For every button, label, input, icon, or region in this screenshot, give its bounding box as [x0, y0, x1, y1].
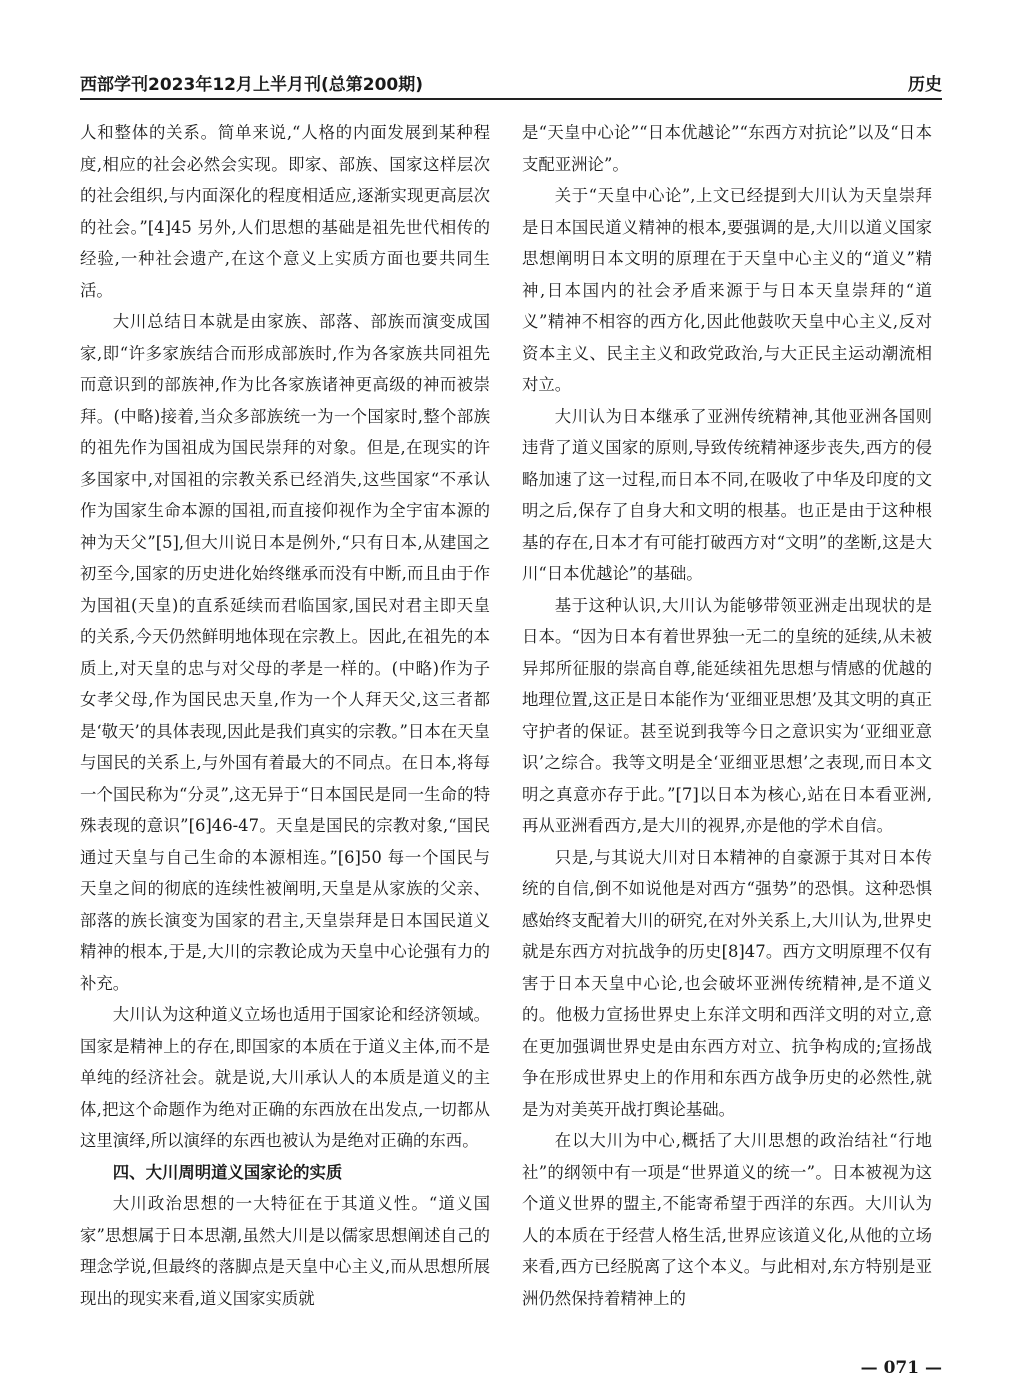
journal-title: 西部学刊2023年12月上半月刊(总第200期): [80, 75, 423, 95]
paragraph: 关于“天皇中心论”,上文已经提到大川认为天皇崇拜是日本国民道义精神的根本,要强调的是,大川以道义国家思想阐明日本文明的原理在于天皇中心主义的“道义”精神,日本国内的社会矛盾来源于与日本天皇崇拜的“道义”精神不相容的西方化,因此他鼓吹天皇中心主义,反对资本主义、民主主义和政党政治,与大正民主运动潮流相对立。: [522, 186, 932, 394]
section-label: 历史: [908, 75, 942, 95]
running-header: [80, 70, 942, 96]
right-column: [522, 117, 932, 1314]
header-rule: [80, 98, 942, 100]
paragraph: 只是,与其说大川对日本精神的自豪源于其对日本传统的自信,倒不如说他是对西方“强势”的恐惧。这种恐惧感始终支配着大川的研究,在对外关系上,大川认为,世界史就是东西方对抗战争的历史[8]47。西方文明原理不仅有害于日本天皇中心论,也会破坏亚洲传统精神,是不道义的。他极力宣扬世界史上东洋文明和西洋文明的对立,意在更加强调世界史是由东西方对立、抗争构成的;宣扬战争在形成世界史上的作用和东西方战争历史的必然性,就是为对美英开战打舆论基础。: [522, 847, 932, 1119]
page-number: — 071 —: [860, 1358, 942, 1378]
section-heading: 四、大川周明道义国家论的实质: [112, 1162, 343, 1182]
paragraph: 大川政治思想的一大特征在于其道义性。“道义国家”思想属于日本思潮,虽然大川是以儒家思想阐述自己的理念学说,但最终的落脚点是天皇中心主义,而从思想所展现出的现实来看,道义国家实质就: [80, 1194, 490, 1308]
paragraph: 是“天皇中心论”“日本优越论”“东西方对抗论”以及“日本支配亚洲论”。: [522, 123, 932, 174]
paragraph: 基于这种认识,大川认为能够带领亚洲走出现状的是日本。“因为日本有着世界独一无二的皇统的延续,从未被异邦所征服的崇高自尊,能延续祖先思想与情感的优越的地理位置,这正是日本能作为‘亚细亚思想’及其文明的真正守护者的保证。甚至说到我等今日之意识实为‘亚细亚意识’之综合。我等文明是全‘亚细亚思想’之表现,而日本文明之真意亦存于此。”[7]以日本为核心,站在日本看亚洲,再从亚洲看西方,是大川的视界,亦是他的学术自信。: [522, 595, 932, 835]
left-column: [80, 117, 490, 1314]
paragraph: 人和整体的关系。简单来说,“人格的内面发展到某种程度,相应的社会必然会实现。即家、部族、国家这样层次的社会组织,与内面深化的程度相适应,逐渐实现更高层次的社会。”[4]45 另外,人们思想的基础是祖先世代相传的经验,一种社会遗产,在这个意义上实质方面也要共同生活。: [80, 123, 490, 300]
paragraph: 大川认为这种道义立场也适用于国家论和经济领域。国家是精神上的存在,即国家的本质在于道义主体,而不是单纯的经济社会。就是说,大川承认人的本质是道义的主体,把这个命题作为绝对正确的东西放在出发点,一切都从这里演绎,所以演绎的东西也被认为是绝对正确的东西。: [80, 1005, 490, 1150]
paragraph: 大川认为日本继承了亚洲传统精神,其他亚洲各国则违背了道义国家的原则,导致传统精神逐步丧失,西方的侵略加速了这一过程,而日本不同,在吸收了中华及印度的文明之后,保存了自身大和文明的根基。也正是由于这种根基的存在,日本才有可能打破西方对“文明”的垄断,这是大川“日本优越论”的基础。: [522, 406, 932, 583]
paragraph: 在以大川为中心,概括了大川思想的政治结社“行地社”的纲领中有一项是“世界道义的统一”。日本被视为这个道义世界的盟主,不能寄希望于西洋的东西。大川认为人的本质在于经营人格生活,世界应该道义化,从他的立场来看,西方已经脱离了这个本义。与此相对,东方特别是亚洲仍然保持着精神上的: [522, 1131, 932, 1308]
paragraph: 大川总结日本就是由家族、部落、部族而演变成国家,即“许多家族结合而形成部族时,作为各家族共同祖先而意识到的部族神,作为比各家族诸神更高级的神而被崇拜。(中略)接着,当众多部族统一为一个国家时,整个部族的祖先作为国祖成为国民崇拜的对象。但是,在现实的许多国家中,对国祖的宗教关系已经消失,这些国家“不承认作为国家生命本源的国祖,而直接仰视作为全宇宙本源的神为天父”[5],但大川说日本是例外,“只有日本,从建国之初至今,国家的历史进化始终继承而没有中断,而且由于作为国祖(天皇)的直系延续而君临国家,国民对君主即天皇的关系,今天仍然鲜明地体现在宗教上。因此,在祖先的本质上,对天皇的忠与对父母的孝是一样的。(中略)作为子女孝父母,作为国民忠天皇,作为一个人拜天父,这三者都是‘敬天’的具体表现,因此是我们真实的宗教。”日本在天皇与国民的关系上,与外国有着最大的不同点。在日本,将每一个国民称为“分灵”,这无异于“日本国民是同一生命的特殊表现的意识”[6]46-47。天皇是国民的宗教对象,“国民通过天皇与自己生命的本源相连。”[6]50 每一个国民与天皇之间的彻底的连续性被阐明,天皇是从家族的父亲、部落的族长演变为国家的君主,天皇崇拜是日本国民道义精神的根本,于是,大川的宗教论成为天皇中心论强有力的补充。: [80, 312, 490, 993]
